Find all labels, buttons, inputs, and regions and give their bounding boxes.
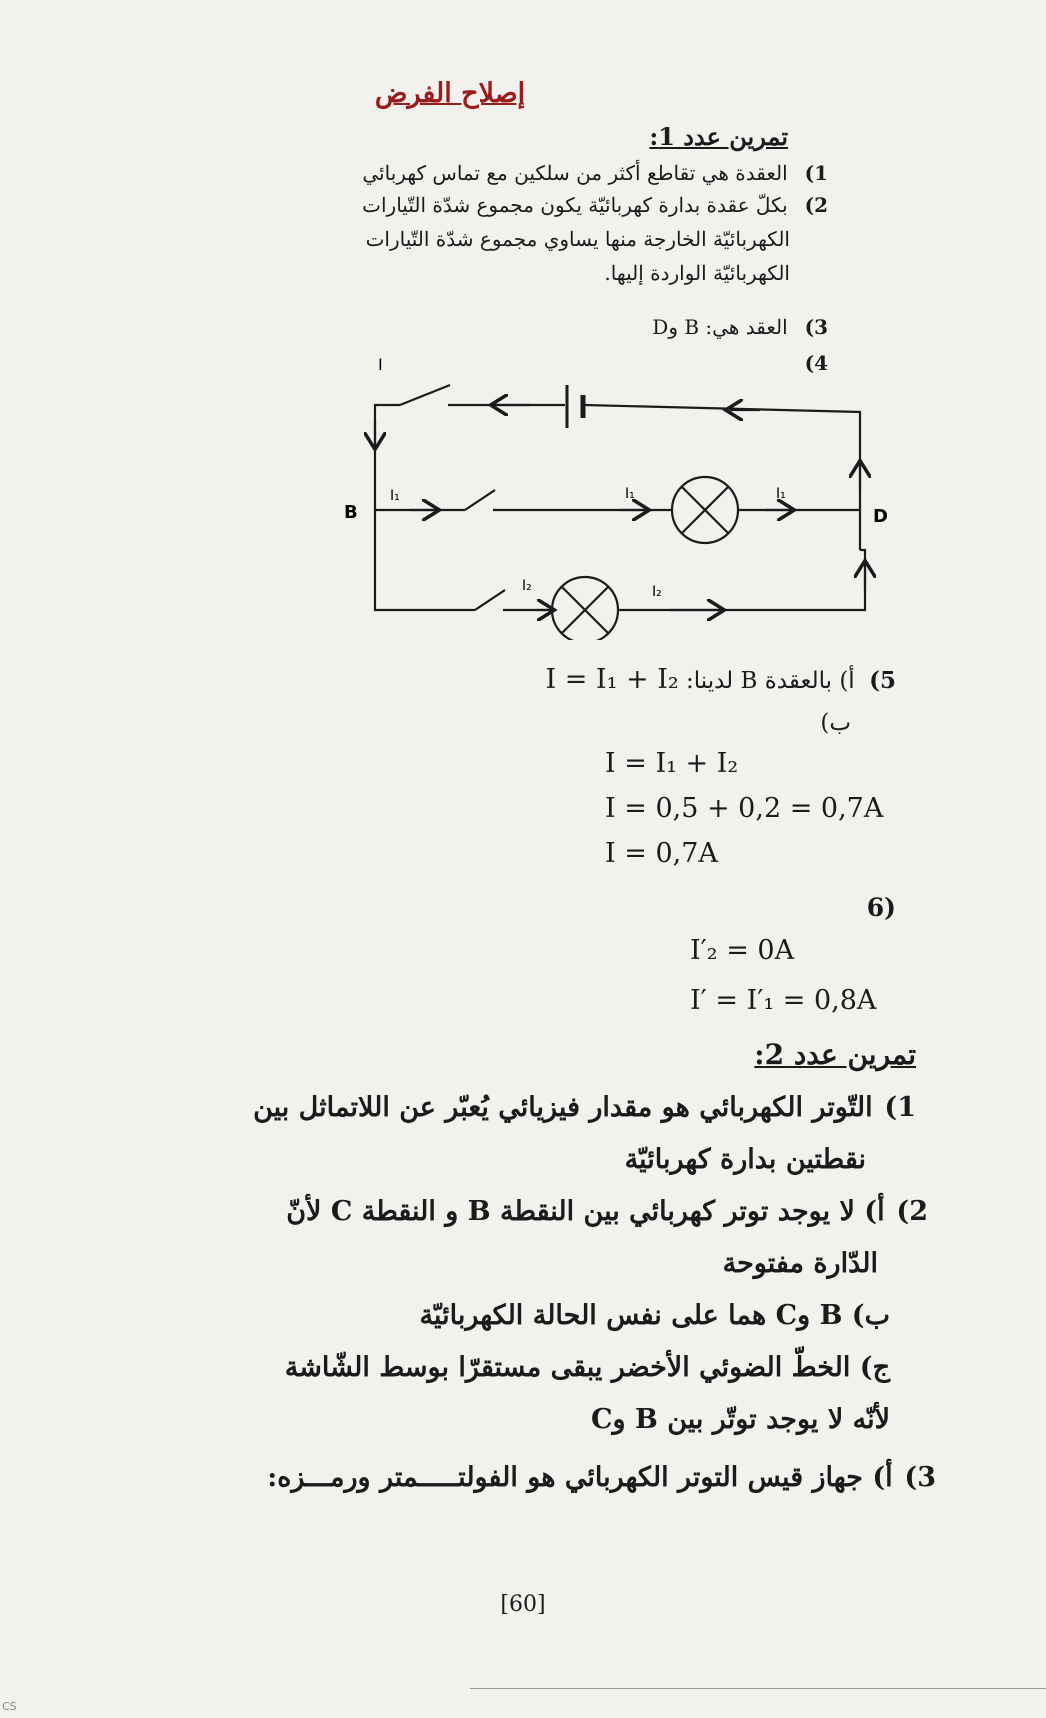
ex1-q2-line1: بكلّ عقدة بدارة كهربائيّة يكون مجموع شدّة التّيارات	[362, 193, 788, 217]
ex2-q2	[128, 1186, 928, 1446]
ex1-q5-a-equation: I = I₁ + I₂	[545, 664, 679, 695]
ex1-q1-number: 1)	[804, 161, 828, 185]
ex2-q2-c-line2: لأنّه لا يوجد توتّر بين B وC	[591, 1404, 890, 1435]
ex1-q6-eq1: I′₂ = 0A	[690, 935, 795, 966]
ex2-q2-a-line2: الدّارة مفتوحة	[722, 1248, 878, 1279]
current-label-I1-right: I₁	[776, 486, 786, 502]
current-label-I1-mid: I₁	[625, 486, 635, 502]
page-title: إصلاح الفرض	[374, 78, 526, 109]
ex1-q6-eq2: I′ = I′₁ = 0,8A	[690, 985, 877, 1016]
ex1-q5-b-eq3: I = 0,7A	[605, 838, 718, 869]
current-label-I: I	[378, 355, 383, 374]
ex1-q3-number: 3)	[804, 315, 828, 339]
ex1-q5-b-eq1: I = I₁ + I₂	[605, 748, 739, 779]
middle-switch	[465, 490, 495, 510]
ex1-q3	[208, 310, 828, 344]
top-wire-left	[375, 405, 400, 465]
middle-wire-left	[375, 465, 465, 510]
exercise-2-heading: تمرين عدد 2:	[754, 1038, 916, 1071]
ex1-q4-number: 4)	[804, 351, 828, 375]
ex2-q1	[136, 1082, 916, 1186]
current-label-I2-right: I₂	[652, 584, 662, 600]
bottom-switch	[475, 590, 505, 610]
node-label-B: B	[344, 502, 358, 523]
ex2-q1-line2: نقطتين بدارة كهربائيّة	[624, 1144, 866, 1175]
scanner-logo: CS	[2, 1700, 17, 1713]
ex1-q5-b-label: ب)	[820, 710, 851, 736]
bottom-wire-left	[375, 510, 475, 610]
exercise-1-heading: تمرين عدد 1:	[649, 122, 788, 151]
ex1-q5-a-text: أ) بالعقدة B لدينا:	[686, 668, 855, 694]
ex2-q2-a-line1: أ) لا يوجد توتر كهربائي بين النقطة B و النقطة C لأنّ	[286, 1196, 885, 1227]
ex2-q3-a-line: أ) جهاز قيس التوتر الكهربائي هو الفولتـــــمتر ورمـــزه:	[267, 1462, 893, 1493]
ex1-q5	[196, 660, 896, 701]
ex2-q2-b-line: ب) B وC هما على نفس الحالة الكهربائيّة	[419, 1300, 890, 1331]
ex2-q3-number: 3)	[904, 1462, 936, 1493]
scan-divider	[470, 1688, 1046, 1689]
ex1-q2-line2: الكهربائيّة الخارجة منها يساوي مجموع شدّة التّيارات	[365, 227, 790, 251]
ex1-q5-number: 5)	[869, 667, 896, 694]
current-label-I2-left: I₂	[522, 578, 532, 594]
ex2-q1-line1: التّوتر الكهربائي هو مقدار فيزيائي يُعبّر عن اللاتماثل بين	[253, 1092, 873, 1123]
ex1-q1	[208, 156, 828, 190]
bottom-wire-right	[618, 550, 865, 610]
ex1-q2	[208, 188, 828, 290]
page-number: [60]	[500, 1592, 546, 1617]
ex1-q1-text: العقدة هي تقاطع أكثر من سلكين مع تماس كهربائي	[362, 161, 788, 185]
ex2-q2-c-line1: ج) الخطّ الضوئي الأخضر يبقى مستقرّا بوسط الشّاشة	[284, 1352, 890, 1383]
ex1-q2-number: 2)	[804, 193, 828, 217]
node-label-D: D	[873, 506, 888, 527]
circuit-diagram	[300, 340, 900, 640]
ex1-q6-number: 6)	[866, 893, 896, 922]
ex1-q2-line3: الكهربائيّة الواردة إليها.	[604, 261, 790, 285]
ex2-q3	[116, 1452, 936, 1504]
ex1-q5-b-eq2: I = 0,5 + 0,2 = 0,7A	[605, 793, 884, 824]
current-label-I1-left: I₁	[390, 488, 400, 504]
ex1-q3-text: العقد هي: B وD	[652, 315, 788, 339]
ex2-q1-number: 1)	[884, 1092, 916, 1123]
top-switch	[400, 385, 450, 405]
ex2-q2-number: 2)	[896, 1196, 928, 1227]
